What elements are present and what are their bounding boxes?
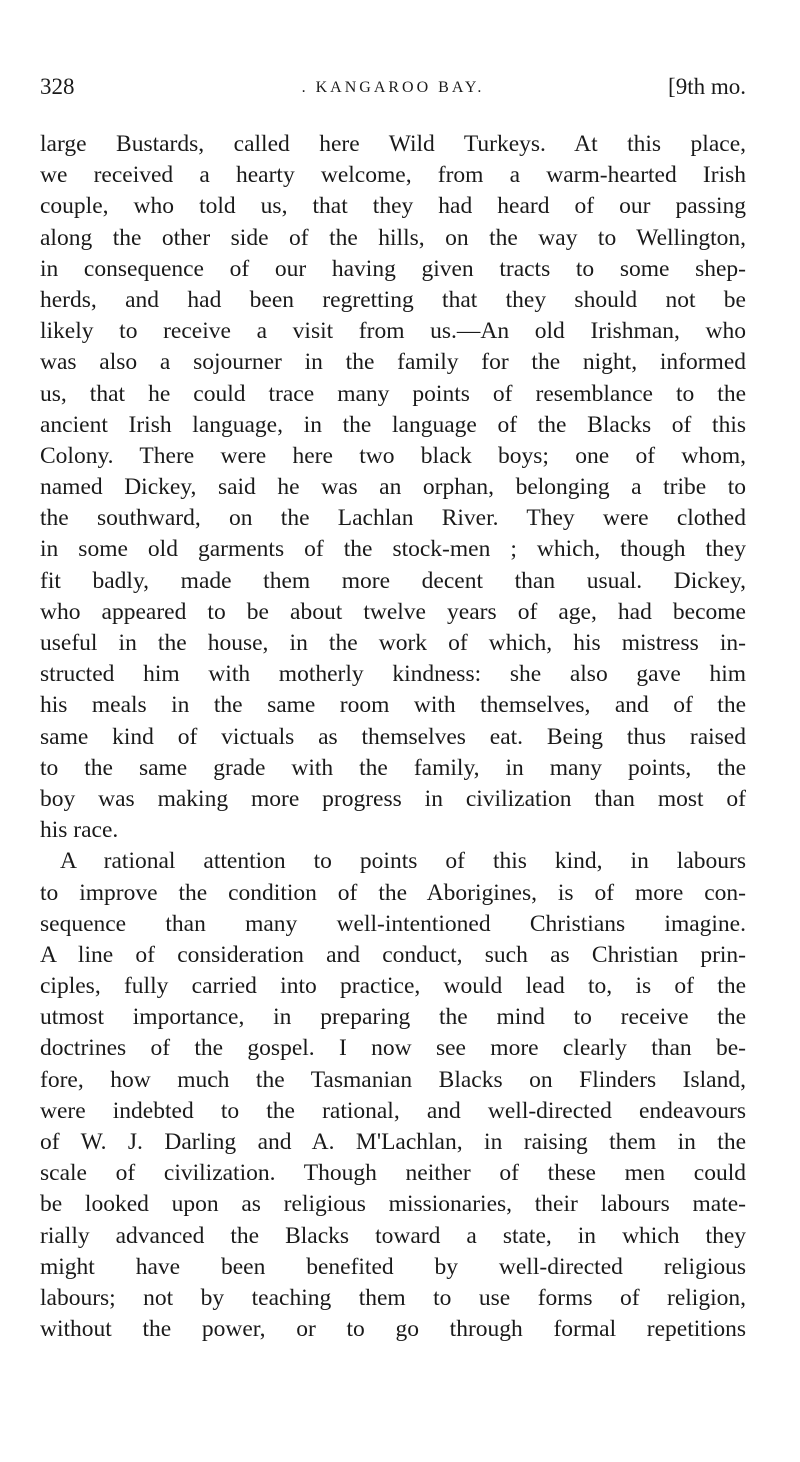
text-line: sequence than many well-intentioned Christians imagine. <box>40 910 746 937</box>
text-line: we received a hearty welcome, from a warm-hearted Irish <box>40 162 746 189</box>
text-line: along the other side of the hills, on the way to Wellington, <box>40 224 746 251</box>
text-line: his race. <box>40 817 119 844</box>
text-line: structed him with motherly kindness: she also gave him <box>40 661 746 688</box>
text-line: to improve the condition of the Aborigines, is of more con- <box>40 879 746 906</box>
text-line: same kind of victuals as themselves eat. Being thus raised <box>40 723 746 750</box>
text-line: ciples, fully carried into practice, would lead to, is of the <box>40 973 746 1000</box>
text-line: be looked upon as religious missionaries, their labours mate- <box>40 1191 746 1218</box>
page-number: 328 <box>40 74 75 99</box>
text-line: labours; not by teaching them to use forms of religion, <box>40 1284 746 1311</box>
text-line: named Dickey, said he was an orphan, belonging a tribe to <box>40 474 746 501</box>
text-line: in some old garments of the stock-men ; which, though they <box>40 536 746 563</box>
text-line: boy was making more progress in civilization than most of <box>40 785 746 812</box>
text-line: Colony. There were here two black boys; one of whom, <box>40 442 746 469</box>
text-line: without the power, or to go through formal repetitions <box>40 1316 746 1343</box>
text-line: likely to receive a visit from us.—An old Irishman, who <box>40 318 746 345</box>
text-line: scale of civilization. Though neither of these men could <box>40 1160 746 1187</box>
text-line: might have been benefited by well-directed religious <box>40 1253 746 1280</box>
text-line: fore, how much the Tasmanian Blacks on Flinders Island, <box>40 1066 746 1093</box>
text-line: ancient Irish language, in the language of the Blacks of this <box>40 411 746 438</box>
text-line: us, that he could trace many points of resemblance to the <box>40 380 746 407</box>
running-title: . KANGAROO BAY. <box>301 79 485 96</box>
text-line: useful in the house, in the work of which, his mistress in- <box>40 630 746 656</box>
month-marker: [9th mo. <box>668 74 746 99</box>
text-line: large Bustards, called here Wild Turkeys. At this place, <box>40 131 746 157</box>
text-line: who appeared to be about twelve years of age, had become <box>40 598 746 625</box>
text-line: A line of consideration and conduct, such as Christian prin- <box>40 941 746 968</box>
text-line: was also a sojourner in the family for the night, informed <box>40 349 746 376</box>
text-line: utmost importance, in preparing the mind to receive the <box>40 1004 746 1031</box>
text-line: herds, and had been regretting that they should not be <box>40 286 746 313</box>
text-line: in consequence of our having given tracts to some shep- <box>40 255 746 282</box>
text-line: A rational attention to points of this kind, in labours <box>60 848 746 875</box>
text-line: fit badly, made them more decent than usual. Dickey, <box>40 567 746 594</box>
page-header <box>40 74 746 114</box>
text-line: of W. J. Darling and A. M'Lachlan, in raising them in the <box>40 1129 746 1155</box>
body-text <box>40 129 746 1345</box>
text-line: rially advanced the Blacks toward a state, in which they <box>40 1222 746 1249</box>
text-line: the southward, on the Lachlan River. They were clothed <box>40 505 746 532</box>
text-line: doctrines of the gospel. I now see more clearly than be- <box>40 1035 746 1062</box>
text-line: his meals in the same room with themselves, and of the <box>40 692 746 719</box>
text-line: to the same grade with the family, in many points, the <box>40 754 746 781</box>
text-line: couple, who told us, that they had heard of our passing <box>40 193 746 220</box>
text-line: were indebted to the rational, and well-directed endeavours <box>40 1097 746 1124</box>
